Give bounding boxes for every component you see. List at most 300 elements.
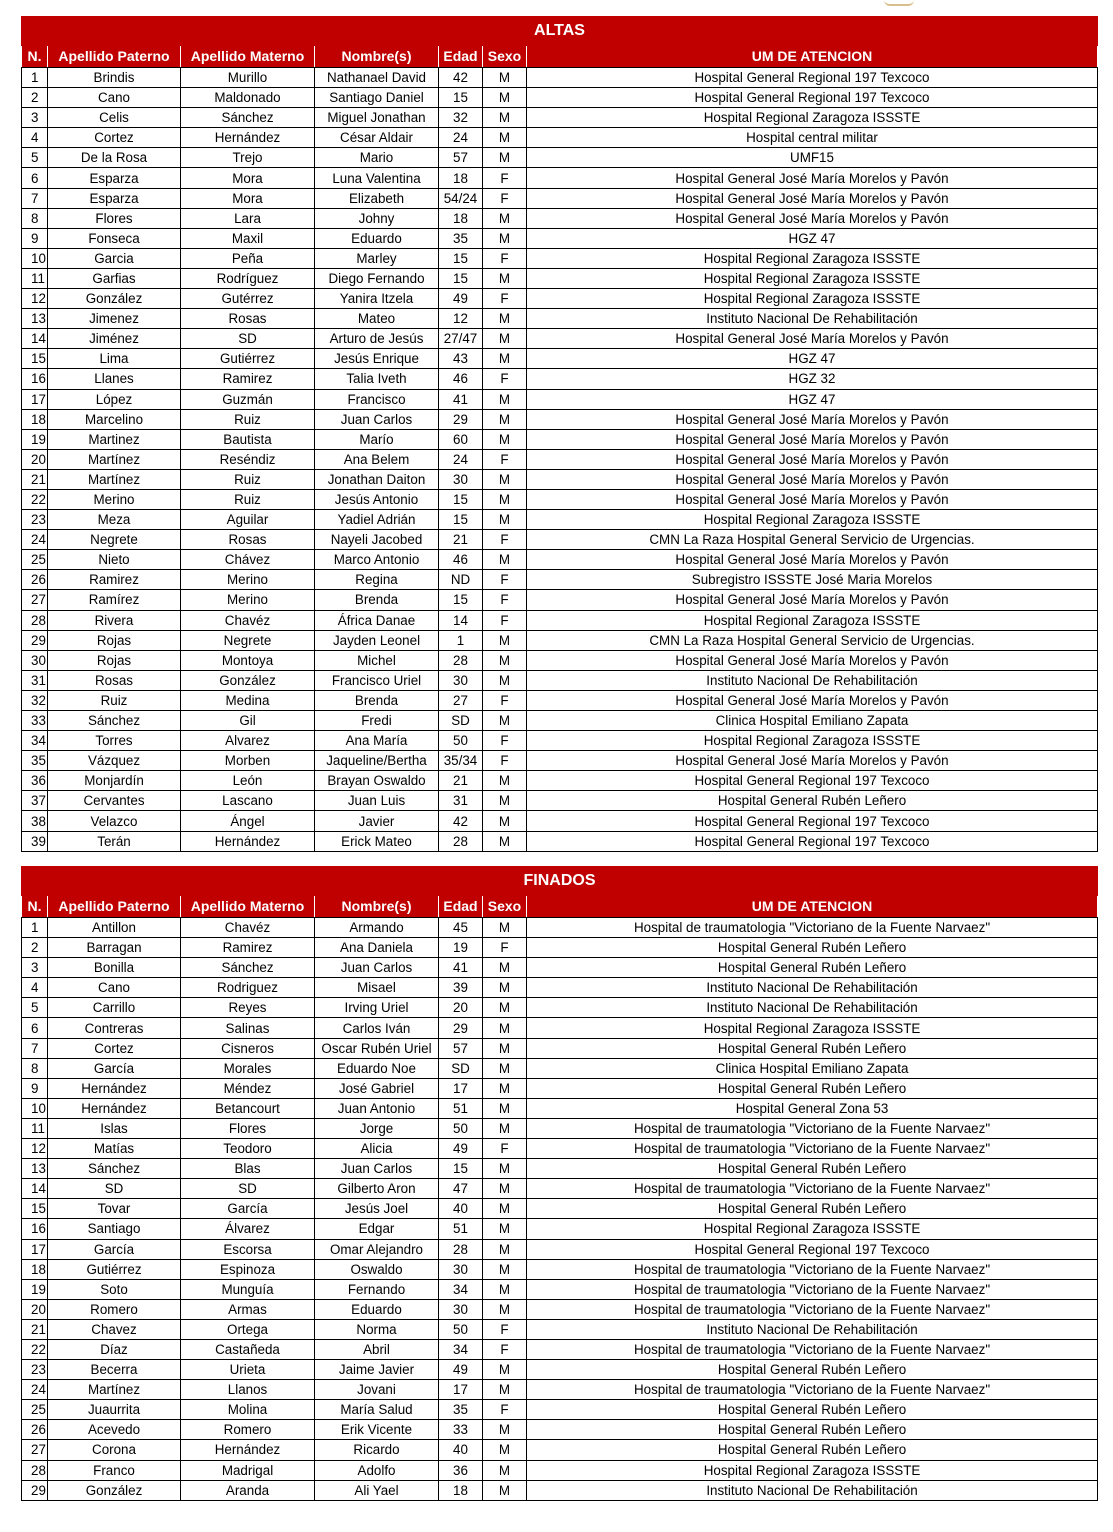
cell-nombres: Juan Carlos	[315, 1159, 439, 1179]
cell-n: 8	[22, 208, 48, 228]
cell-um-de-atencion: Subregistro ISSSTE José Maria Morelos	[527, 570, 1098, 590]
cell-nombres: Oscar Rubén Uriel	[315, 1038, 439, 1058]
cell-apellido-materno: Murillo	[181, 68, 315, 88]
cell-apellido-paterno: Tovar	[48, 1199, 181, 1219]
cell-nombres: Talia Iveth	[315, 369, 439, 389]
cell-apellido-paterno: Cortez	[48, 128, 181, 148]
cell-n: 4	[22, 128, 48, 148]
cell-apellido-materno: García	[181, 1199, 315, 1219]
cell-um-de-atencion: Hospital General Rubén Leñero	[527, 1420, 1098, 1440]
finados-table	[21, 866, 1098, 1501]
cell-apellido-paterno: Hernández	[48, 1078, 181, 1098]
cell-apellido-paterno: López	[48, 389, 181, 409]
cell-nombres: Adolfo	[315, 1460, 439, 1480]
cell-sexo: M	[483, 1118, 527, 1138]
cell-edad: 18	[439, 208, 483, 228]
cell-sexo: M	[483, 1259, 527, 1279]
table-row	[22, 958, 1098, 978]
cell-apellido-materno: Llanos	[181, 1380, 315, 1400]
cell-edad: 20	[439, 998, 483, 1018]
cell-apellido-paterno: Franco	[48, 1460, 181, 1480]
cell-n: 30	[22, 650, 48, 670]
cell-edad: 12	[439, 309, 483, 329]
cell-apellido-materno: SD	[181, 329, 315, 349]
cell-edad: 36	[439, 1460, 483, 1480]
table-row	[22, 811, 1098, 831]
cell-edad: 47	[439, 1179, 483, 1199]
cell-n: 24	[22, 1380, 48, 1400]
cell-sexo: M	[483, 711, 527, 731]
cell-um-de-atencion: Instituto Nacional De Rehabilitación	[527, 998, 1098, 1018]
cell-n: 3	[22, 108, 48, 128]
cell-edad: 17	[439, 1380, 483, 1400]
cell-apellido-materno: Hernández	[181, 128, 315, 148]
cell-edad: 46	[439, 550, 483, 570]
cell-edad: 42	[439, 68, 483, 88]
table-row	[22, 108, 1098, 128]
cell-n: 24	[22, 530, 48, 550]
table-row	[22, 1098, 1098, 1118]
cell-n: 9	[22, 1078, 48, 1098]
cell-sexo: M	[483, 510, 527, 530]
cell-um-de-atencion: Instituto Nacional De Rehabilitación	[527, 978, 1098, 998]
cell-um-de-atencion: Hospital General Rubén Leñero	[527, 1360, 1098, 1380]
table-row	[22, 1319, 1098, 1339]
cell-um-de-atencion: HGZ 47	[527, 389, 1098, 409]
cell-edad: 39	[439, 978, 483, 998]
cell-sexo: M	[483, 670, 527, 690]
table-row	[22, 590, 1098, 610]
cell-um-de-atencion: HGZ 47	[527, 349, 1098, 369]
cell-um-de-atencion: Hospital General José María Morelos y Pavón	[527, 409, 1098, 429]
finados-title-row	[22, 867, 1098, 896]
cell-apellido-materno: Chavéz	[181, 918, 315, 938]
cell-nombres: Jovani	[315, 1380, 439, 1400]
table-row	[22, 349, 1098, 369]
cell-apellido-paterno: Chavez	[48, 1319, 181, 1339]
cell-sexo: M	[483, 811, 527, 831]
table-row	[22, 309, 1098, 329]
table-row	[22, 1118, 1098, 1138]
cell-nombres: Eduardo	[315, 1299, 439, 1319]
cell-edad: 24	[439, 449, 483, 469]
table-row	[22, 88, 1098, 108]
cell-edad: 30	[439, 670, 483, 690]
cell-sexo: M	[483, 389, 527, 409]
cell-nombres: Santiago Daniel	[315, 88, 439, 108]
cell-apellido-paterno: Ramirez	[48, 570, 181, 590]
cell-nombres: Ricardo	[315, 1440, 439, 1460]
cell-apellido-paterno: Esparza	[48, 168, 181, 188]
cell-um-de-atencion: Hospital General Regional 197 Texcoco	[527, 88, 1098, 108]
cell-edad: 45	[439, 918, 483, 938]
table-row	[22, 978, 1098, 998]
table-row	[22, 731, 1098, 751]
cell-apellido-materno: Blas	[181, 1159, 315, 1179]
cell-um-de-atencion: Hospital General José María Morelos y Pavón	[527, 469, 1098, 489]
cell-sexo: M	[483, 650, 527, 670]
table-row	[22, 998, 1098, 1018]
cell-apellido-paterno: SD	[48, 1179, 181, 1199]
cell-sexo: M	[483, 268, 527, 288]
cell-nombres: Ana María	[315, 731, 439, 751]
cell-apellido-paterno: García	[48, 1058, 181, 1078]
cell-nombres: Jonathan Daiton	[315, 469, 439, 489]
cell-sexo: F	[483, 289, 527, 309]
cell-nombres: Yanira Itzela	[315, 289, 439, 309]
cell-edad: 14	[439, 610, 483, 630]
cell-apellido-materno: Gil	[181, 711, 315, 731]
cell-apellido-materno: González	[181, 670, 315, 690]
cell-apellido-paterno: Ramírez	[48, 590, 181, 610]
table-row	[22, 168, 1098, 188]
table-row	[22, 1380, 1098, 1400]
cell-n: 29	[22, 1480, 48, 1500]
cell-nombres: Erik Vicente	[315, 1420, 439, 1440]
cell-sexo: M	[483, 1078, 527, 1098]
cell-n: 22	[22, 489, 48, 509]
cell-apellido-paterno: Lima	[48, 349, 181, 369]
cell-sexo: M	[483, 489, 527, 509]
cell-nombres: Norma	[315, 1319, 439, 1339]
cell-um-de-atencion: Hospital de traumatologia "Victoriano de la Fuente Narvaez"	[527, 1139, 1098, 1159]
cell-n: 26	[22, 1420, 48, 1440]
cell-edad: SD	[439, 1058, 483, 1078]
cell-edad: 41	[439, 958, 483, 978]
cell-nombres: Fredi	[315, 711, 439, 731]
cell-apellido-materno: Hernández	[181, 1440, 315, 1460]
cell-n: 7	[22, 188, 48, 208]
cell-um-de-atencion: Hospital General José María Morelos y Pavón	[527, 550, 1098, 570]
column-header-n: N.	[22, 46, 48, 68]
cell-n: 3	[22, 958, 48, 978]
cell-apellido-materno: Bautista	[181, 429, 315, 449]
cell-apellido-materno: Chávez	[181, 550, 315, 570]
cell-edad: 27	[439, 690, 483, 710]
cell-n: 27	[22, 590, 48, 610]
cell-apellido-paterno: Juaurrita	[48, 1400, 181, 1420]
cell-apellido-materno: Gutiérrez	[181, 349, 315, 369]
table-row	[22, 1199, 1098, 1219]
cell-edad: 17	[439, 1078, 483, 1098]
cell-sexo: F	[483, 248, 527, 268]
cell-nombres: Ana Daniela	[315, 938, 439, 958]
cell-nombres: Ali Yael	[315, 1480, 439, 1500]
cell-edad: 29	[439, 409, 483, 429]
table-row	[22, 1420, 1098, 1440]
cell-apellido-paterno: Jimenez	[48, 309, 181, 329]
cell-um-de-atencion: Hospital Regional Zaragoza ISSSTE	[527, 610, 1098, 630]
cell-um-de-atencion: Hospital General Rubén Leñero	[527, 1038, 1098, 1058]
cell-apellido-materno: Maxil	[181, 228, 315, 248]
cell-sexo: F	[483, 1139, 527, 1159]
column-header-um-de-atencion: UM DE ATENCION	[527, 46, 1098, 68]
cell-apellido-paterno: Meza	[48, 510, 181, 530]
cell-edad: 18	[439, 1480, 483, 1500]
cell-n: 17	[22, 1239, 48, 1259]
cell-apellido-paterno: Monjardín	[48, 771, 181, 791]
cell-um-de-atencion: CMN La Raza Hospital General Servicio de Urgencias.	[527, 630, 1098, 650]
cell-um-de-atencion: Hospital de traumatologia "Victoriano de la Fuente Narvaez"	[527, 1259, 1098, 1279]
cell-nombres: José Gabriel	[315, 1078, 439, 1098]
cell-n: 4	[22, 978, 48, 998]
cell-um-de-atencion: Hospital General Rubén Leñero	[527, 1078, 1098, 1098]
cell-n: 23	[22, 1360, 48, 1380]
cell-apellido-materno: Teodoro	[181, 1139, 315, 1159]
cell-n: 9	[22, 228, 48, 248]
cell-apellido-materno: Rosas	[181, 530, 315, 550]
table-row	[22, 489, 1098, 509]
cell-n: 21	[22, 469, 48, 489]
cell-n: 18	[22, 1259, 48, 1279]
column-header-edad: Edad	[439, 46, 483, 68]
column-header-sexo: Sexo	[483, 46, 527, 68]
table-row	[22, 268, 1098, 288]
altas-title-row	[22, 17, 1098, 46]
table-row	[22, 510, 1098, 530]
table-row	[22, 68, 1098, 88]
cell-nombres: Miguel Jonathan	[315, 108, 439, 128]
cell-apellido-materno: Álvarez	[181, 1219, 315, 1239]
cell-nombres: Juan Antonio	[315, 1098, 439, 1118]
cell-sexo: F	[483, 449, 527, 469]
cell-apellido-paterno: Cortez	[48, 1038, 181, 1058]
cell-sexo: F	[483, 530, 527, 550]
cell-um-de-atencion: Hospital Regional Zaragoza ISSSTE	[527, 510, 1098, 530]
cell-edad: ND	[439, 570, 483, 590]
cell-nombres: Jayden Leonel	[315, 630, 439, 650]
cell-sexo: M	[483, 1460, 527, 1480]
cell-n: 14	[22, 329, 48, 349]
table-row	[22, 409, 1098, 429]
cell-n: 15	[22, 349, 48, 369]
cell-um-de-atencion: UMF15	[527, 148, 1098, 168]
cell-nombres: Nayeli Jacobed	[315, 530, 439, 550]
cell-apellido-materno: Merino	[181, 590, 315, 610]
cell-apellido-materno: Rosas	[181, 309, 315, 329]
cell-apellido-paterno: González	[48, 289, 181, 309]
cell-n: 11	[22, 268, 48, 288]
cell-n: 36	[22, 771, 48, 791]
cell-um-de-atencion: Hospital central militar	[527, 128, 1098, 148]
cell-n: 10	[22, 248, 48, 268]
cell-sexo: M	[483, 550, 527, 570]
cell-sexo: M	[483, 1098, 527, 1118]
cell-n: 10	[22, 1098, 48, 1118]
cell-apellido-materno: Montoya	[181, 650, 315, 670]
cell-n: 16	[22, 369, 48, 389]
table-row	[22, 1179, 1098, 1199]
cell-nombres: Jesús Joel	[315, 1199, 439, 1219]
cell-edad: 43	[439, 349, 483, 369]
cell-um-de-atencion: Hospital Regional Zaragoza ISSSTE	[527, 268, 1098, 288]
cell-n: 38	[22, 811, 48, 831]
cell-n: 26	[22, 570, 48, 590]
cell-edad: 51	[439, 1098, 483, 1118]
cell-n: 15	[22, 1199, 48, 1219]
cell-nombres: Juan Luis	[315, 791, 439, 811]
cell-um-de-atencion: Hospital General José María Morelos y Pavón	[527, 188, 1098, 208]
cell-n: 2	[22, 938, 48, 958]
cell-apellido-paterno: Martínez	[48, 449, 181, 469]
cell-apellido-paterno: Soto	[48, 1279, 181, 1299]
cell-sexo: M	[483, 1179, 527, 1199]
cell-apellido-materno: Betancourt	[181, 1098, 315, 1118]
cell-nombres: César Aldair	[315, 128, 439, 148]
cell-sexo: M	[483, 409, 527, 429]
cell-apellido-materno: Armas	[181, 1299, 315, 1319]
cell-apellido-paterno: Torres	[48, 731, 181, 751]
cell-edad: 34	[439, 1279, 483, 1299]
column-header-um-de-atencion: UM DE ATENCION	[527, 896, 1098, 918]
cell-edad: 29	[439, 1018, 483, 1038]
cell-apellido-paterno: Cervantes	[48, 791, 181, 811]
cell-apellido-paterno: Jiménez	[48, 329, 181, 349]
cell-sexo: M	[483, 68, 527, 88]
cell-um-de-atencion: CMN La Raza Hospital General Servicio de Urgencias.	[527, 530, 1098, 550]
cell-sexo: M	[483, 228, 527, 248]
cell-apellido-paterno: Gutiérrez	[48, 1259, 181, 1279]
cell-um-de-atencion: Instituto Nacional De Rehabilitación	[527, 1480, 1098, 1500]
table-row	[22, 938, 1098, 958]
cell-apellido-materno: Aguilar	[181, 510, 315, 530]
table-row	[22, 289, 1098, 309]
cell-nombres: Nathanael David	[315, 68, 439, 88]
cell-edad: 60	[439, 429, 483, 449]
column-header-apellido-paterno: Apellido Paterno	[48, 46, 181, 68]
cell-apellido-paterno: Vázquez	[48, 751, 181, 771]
table-row	[22, 831, 1098, 851]
cell-apellido-materno: Guzmán	[181, 389, 315, 409]
cell-apellido-paterno: Barragan	[48, 938, 181, 958]
cell-n: 1	[22, 918, 48, 938]
cell-edad: 34	[439, 1339, 483, 1359]
cell-apellido-materno: Gutérrez	[181, 289, 315, 309]
cell-apellido-materno: Hernández	[181, 831, 315, 851]
cell-apellido-paterno: Cano	[48, 978, 181, 998]
column-header-edad: Edad	[439, 896, 483, 918]
altas-body	[22, 68, 1098, 852]
cell-sexo: M	[483, 1299, 527, 1319]
cell-apellido-materno: Ortega	[181, 1319, 315, 1339]
table-row	[22, 630, 1098, 650]
cell-sexo: M	[483, 108, 527, 128]
cell-nombres: Luna Valentina	[315, 168, 439, 188]
cell-nombres: Arturo de Jesús	[315, 329, 439, 349]
cell-sexo: M	[483, 128, 527, 148]
cell-apellido-paterno: Esparza	[48, 188, 181, 208]
cell-apellido-paterno: Islas	[48, 1118, 181, 1138]
cell-sexo: M	[483, 958, 527, 978]
cell-sexo: M	[483, 1159, 527, 1179]
table-row	[22, 1239, 1098, 1259]
table-row	[22, 1078, 1098, 1098]
column-header-sexo: Sexo	[483, 896, 527, 918]
cell-n: 13	[22, 1159, 48, 1179]
cell-edad: 51	[439, 1219, 483, 1239]
cell-apellido-materno: Morales	[181, 1058, 315, 1078]
cell-nombres: Michel	[315, 650, 439, 670]
table-row	[22, 1038, 1098, 1058]
cell-nombres: Armando	[315, 918, 439, 938]
cell-apellido-materno: León	[181, 771, 315, 791]
cell-apellido-materno: Rodríguez	[181, 268, 315, 288]
cell-n: 16	[22, 1219, 48, 1239]
cell-sexo: F	[483, 938, 527, 958]
cell-um-de-atencion: Hospital Regional Zaragoza ISSSTE	[527, 731, 1098, 751]
cell-um-de-atencion: Hospital Regional Zaragoza ISSSTE	[527, 1018, 1098, 1038]
cell-apellido-materno: Madrigal	[181, 1460, 315, 1480]
table-row	[22, 449, 1098, 469]
cell-nombres: Mateo	[315, 309, 439, 329]
cell-edad: 27/47	[439, 329, 483, 349]
cell-sexo: M	[483, 771, 527, 791]
cell-n: 17	[22, 389, 48, 409]
cell-n: 28	[22, 610, 48, 630]
table-row	[22, 1279, 1098, 1299]
cell-apellido-materno: Negrete	[181, 630, 315, 650]
cell-nombres: Francisco Uriel	[315, 670, 439, 690]
cell-apellido-materno: Romero	[181, 1420, 315, 1440]
cell-apellido-paterno: Rojas	[48, 650, 181, 670]
altas-header-row	[22, 46, 1098, 68]
table-row	[22, 771, 1098, 791]
cell-um-de-atencion: Hospital de traumatologia "Victoriano de la Fuente Narvaez"	[527, 1279, 1098, 1299]
cell-nombres: Juan Carlos	[315, 958, 439, 978]
column-header-nombres: Nombre(s)	[315, 46, 439, 68]
cell-nombres: Marley	[315, 248, 439, 268]
cell-nombres: Yadiel Adrián	[315, 510, 439, 530]
cell-sexo: M	[483, 1219, 527, 1239]
cell-um-de-atencion: Hospital General Rubén Leñero	[527, 1400, 1098, 1420]
cell-edad: 57	[439, 1038, 483, 1058]
cell-apellido-materno: Merino	[181, 570, 315, 590]
cell-sexo: M	[483, 1440, 527, 1460]
cell-apellido-paterno: Rivera	[48, 610, 181, 630]
cell-sexo: F	[483, 731, 527, 751]
cell-apellido-paterno: Antillon	[48, 918, 181, 938]
cell-apellido-paterno: Ruiz	[48, 690, 181, 710]
cell-edad: 15	[439, 1159, 483, 1179]
cell-apellido-materno: Chavéz	[181, 610, 315, 630]
cell-um-de-atencion: Hospital de traumatologia "Victoriano de la Fuente Narvaez"	[527, 1118, 1098, 1138]
cell-sexo: F	[483, 610, 527, 630]
cell-sexo: M	[483, 429, 527, 449]
table-row	[22, 469, 1098, 489]
cell-edad: 54/24	[439, 188, 483, 208]
table-row	[22, 1339, 1098, 1359]
cell-nombres: Irving Uriel	[315, 998, 439, 1018]
cell-um-de-atencion: Hospital Regional Zaragoza ISSSTE	[527, 1460, 1098, 1480]
cell-apellido-materno: Ruiz	[181, 409, 315, 429]
altas-table	[21, 16, 1098, 852]
cell-apellido-paterno: Fonseca	[48, 228, 181, 248]
cell-sexo: F	[483, 1400, 527, 1420]
cell-edad: 15	[439, 248, 483, 268]
cell-um-de-atencion: Hospital General José María Morelos y Pavón	[527, 650, 1098, 670]
cell-um-de-atencion: Hospital General José María Morelos y Pavón	[527, 690, 1098, 710]
cell-apellido-paterno: Díaz	[48, 1339, 181, 1359]
table-row	[22, 1299, 1098, 1319]
cell-edad: 15	[439, 88, 483, 108]
cell-apellido-paterno: Martinez	[48, 429, 181, 449]
cell-edad: SD	[439, 711, 483, 731]
cell-apellido-paterno: Llanes	[48, 369, 181, 389]
finados-header-row	[22, 896, 1098, 918]
table-row	[22, 791, 1098, 811]
cell-nombres: Eduardo Noe	[315, 1058, 439, 1078]
cell-sexo: M	[483, 1038, 527, 1058]
